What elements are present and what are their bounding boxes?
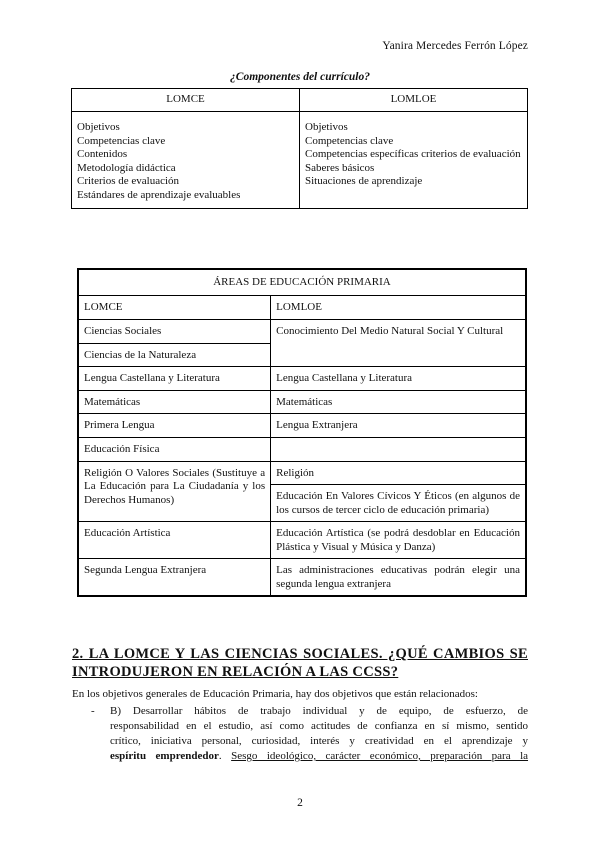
table2-col-lomloe: LOMLOE bbox=[271, 296, 526, 320]
table1-caption: ¿Componentes del currículo? bbox=[230, 71, 370, 83]
primary-areas-table bbox=[77, 268, 527, 597]
bullet-line: B) Desarrollar hábitos de trabajo individual y de equipo, de esfuerzo, de bbox=[110, 705, 528, 717]
table-cell: Las administraciones educativas podrán elegir una segunda lengua extranjera bbox=[271, 559, 526, 597]
table-cell: Ciencias Sociales bbox=[78, 319, 271, 343]
table-row bbox=[78, 319, 526, 343]
table-cell: Matemáticas bbox=[78, 390, 271, 414]
bullet-line: responsabilidad en el estudio, así como actitudes de confianza en sí mismo, sentido bbox=[110, 720, 528, 732]
table-cell: Matemáticas bbox=[271, 390, 526, 414]
list-item: Objetivos bbox=[77, 121, 120, 133]
table-row bbox=[78, 461, 526, 485]
bullet-line: crítico, iniciativa personal, curiosidad, interés y creatividad en el aprendizaje y bbox=[110, 735, 528, 747]
intro-paragraph: En los objetivos generales de Educación Primaria, hay dos objetivos que están relacionados: bbox=[72, 688, 478, 700]
table-cell: Lengua Castellana y Literatura bbox=[78, 367, 271, 391]
table-row bbox=[78, 559, 526, 597]
list-item: Objetivos bbox=[305, 121, 348, 133]
table-cell: Educación Física bbox=[78, 437, 271, 461]
underlined-text: Sesgo ideológico, carácter económico, preparación para la bbox=[231, 750, 529, 762]
table-row bbox=[78, 390, 526, 414]
list-item: Saberes básicos bbox=[305, 161, 375, 174]
table-row bbox=[78, 414, 526, 438]
table-cell: Segunda Lengua Extranjera bbox=[78, 559, 271, 597]
list-item: Competencias específicas criterios de evaluación bbox=[305, 148, 521, 160]
curriculum-components-table bbox=[71, 88, 528, 209]
table-cell: Religión O Valores Sociales (Sustituye a La Educación para La Ciudadanía y los Derechos Humanos) bbox=[78, 461, 271, 522]
list-item: Situaciones de aprendizaje bbox=[305, 175, 423, 187]
bullet-line-last bbox=[110, 749, 528, 764]
table-cell: Lengua Castellana y Literatura bbox=[271, 367, 526, 391]
table2-title: ÁREAS DE EDUCACIÓN PRIMARIA bbox=[78, 269, 526, 296]
table1-lomce-cell bbox=[72, 112, 300, 209]
table-cell: Educación Artística bbox=[78, 522, 271, 559]
bullet-dash: - bbox=[91, 705, 95, 717]
table-cell: Ciencias de la Naturaleza bbox=[78, 343, 271, 367]
list-item: Estándares de aprendizaje evaluables bbox=[77, 188, 241, 201]
list-item: Competencias clave bbox=[305, 134, 394, 147]
punctuation: . bbox=[218, 750, 232, 762]
table-cell: Primera Lengua bbox=[78, 414, 271, 438]
bold-text: espíritu emprendedor bbox=[110, 750, 219, 762]
objective-bullet bbox=[91, 704, 528, 764]
page-number: 2 bbox=[297, 797, 303, 809]
table-cell: Religión bbox=[271, 461, 526, 485]
table2-col-lomce: LOMCE bbox=[78, 296, 271, 320]
section-heading-line2: INTRODUJERON EN RELACIÓN A LAS CCSS? bbox=[72, 664, 399, 680]
table-row bbox=[78, 522, 526, 559]
table-cell: Educación Artística (se podrá desdoblar en Educación Plástica y Visual y Música y Danza) bbox=[271, 522, 526, 559]
table-cell: Conocimiento Del Medio Natural Social Y Cultural bbox=[271, 319, 526, 367]
table1-body-row bbox=[72, 112, 528, 209]
table-cell: Lengua Extranjera bbox=[271, 414, 526, 438]
table1-col-lomce: LOMCE bbox=[72, 89, 300, 112]
section-heading-line1: 2. LA LOMCE Y LAS CIENCIAS SOCIALES. ¿QUÉ CAMBIOS SE bbox=[72, 646, 528, 662]
table2-title-row bbox=[78, 269, 526, 296]
list-item: Contenidos bbox=[77, 148, 128, 160]
header-author: Yanira Mercedes Ferrón López bbox=[382, 40, 528, 52]
table1-col-lomloe: LOMLOE bbox=[300, 89, 528, 112]
table-row bbox=[78, 437, 526, 461]
list-item: Competencias clave bbox=[77, 134, 166, 147]
list-item: Metodología didáctica bbox=[77, 161, 176, 174]
table-cell: Educación En Valores Cívicos Y Éticos (en algunos de los cursos de tercer ciclo de educación primaria) bbox=[271, 485, 526, 522]
table-cell bbox=[271, 437, 526, 461]
section-heading bbox=[72, 645, 528, 681]
table1-header-row bbox=[72, 89, 528, 112]
list-item: Criterios de evaluación bbox=[77, 175, 180, 187]
table1-lomloe-cell bbox=[300, 112, 528, 209]
table2-header-row bbox=[78, 296, 526, 320]
table-row bbox=[78, 367, 526, 391]
